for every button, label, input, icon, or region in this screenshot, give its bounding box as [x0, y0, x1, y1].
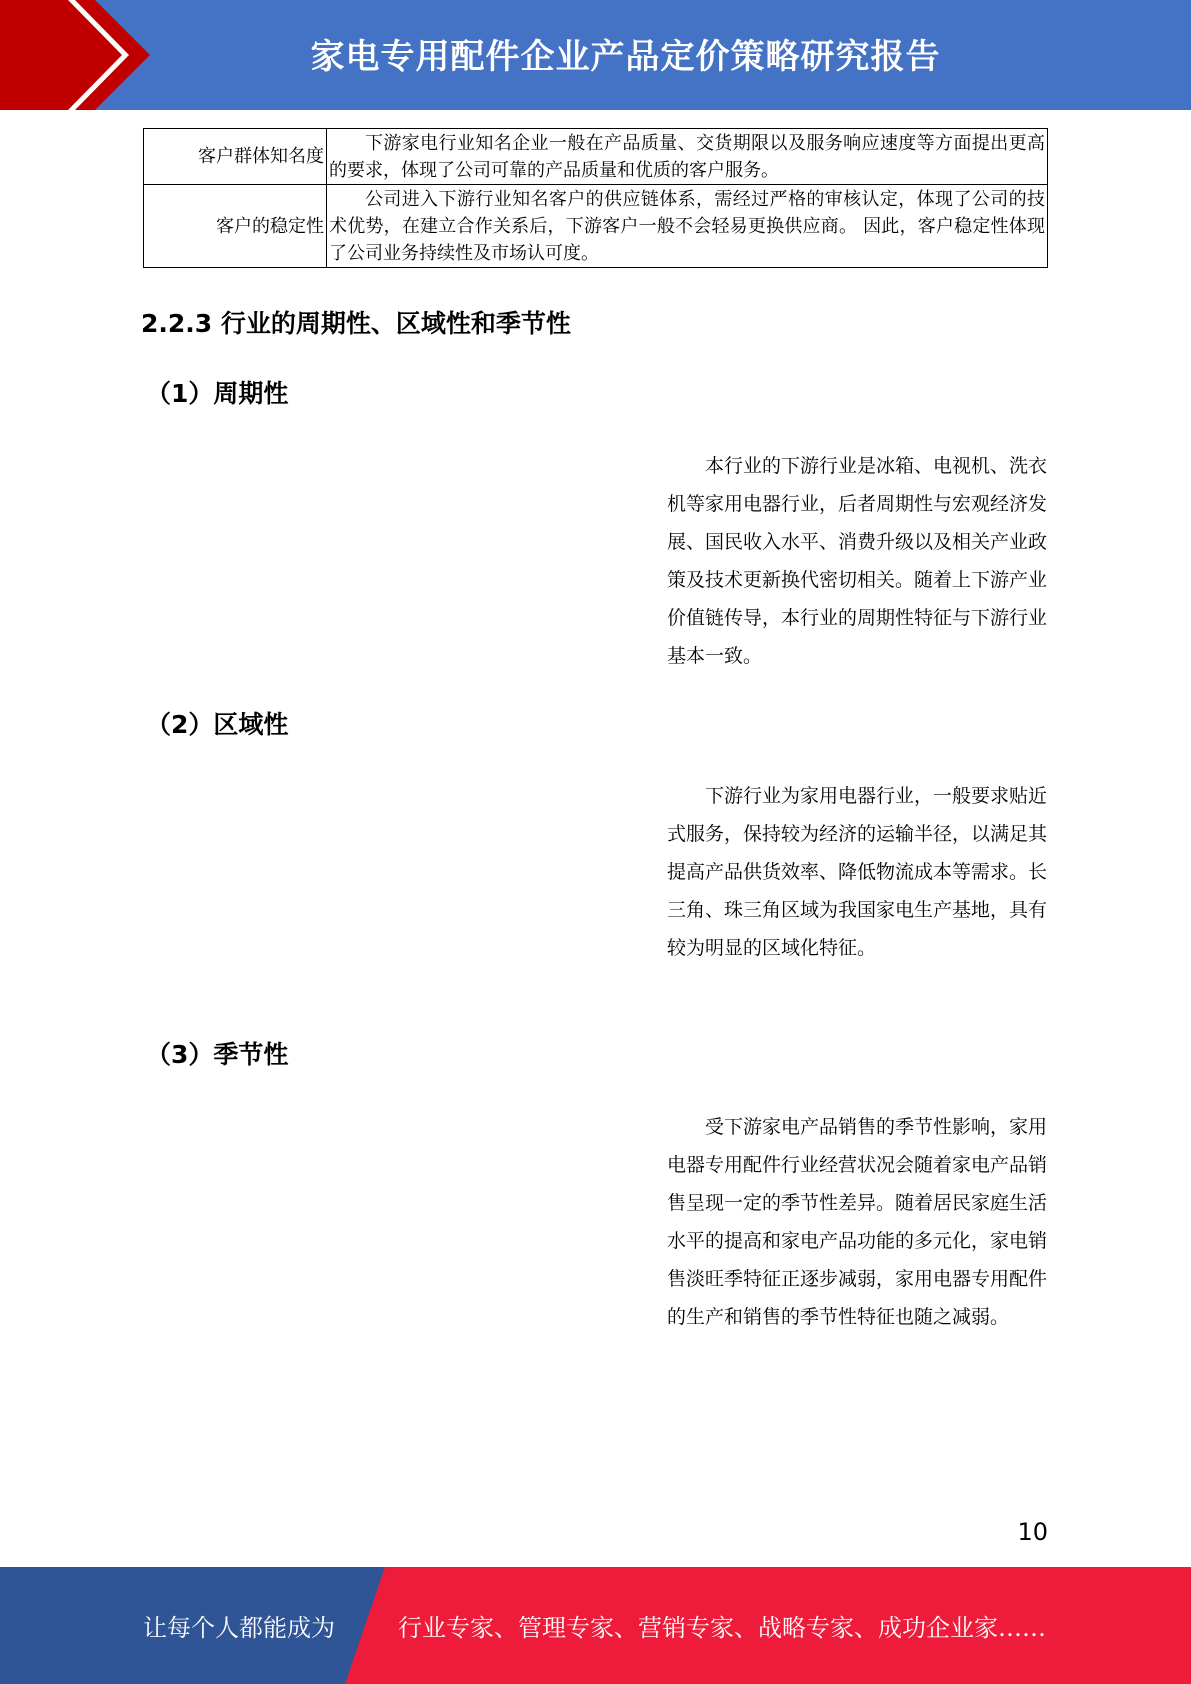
page-number: 10	[1017, 1518, 1048, 1546]
subsection-heading-cyclicality: （1）周期性	[146, 379, 289, 408]
header-banner	[0, 0, 1191, 110]
table-cell-label: 客户群体知名度	[144, 129, 327, 185]
subsection-heading-seasonality: （3）季节性	[146, 1040, 289, 1069]
table-cell-description: 下游家电行业知名企业一般在产品质量、交货期限以及服务响应速度等方面提出更高的要求，体现了公司可靠的产品质量和优质的客户服务。	[327, 129, 1048, 185]
table-row	[144, 129, 1048, 185]
customer-advantage-table	[143, 128, 1048, 268]
section-heading: 2.2.3 行业的周期性、区域性和季节性	[141, 309, 571, 338]
header-arrow-decoration	[0, 0, 150, 110]
subsection-heading-regionality: （2）区域性	[146, 710, 289, 739]
paragraph-cyclicality: 本行业的下游行业是冰箱、电视机、洗衣机等家用电器行业，后者周期性与宏观经济发展、国民收入水平、消费升级以及相关产业政策及技术更新换代密切相关。随着上下游产业价值链传导，本行业的周期性特征与下游行业基本一致。	[667, 455, 1048, 667]
footer-slogan-right: 行业专家、管理专家、营销专家、战略专家、成功企业家……	[398, 1614, 1046, 1642]
footer-banner	[0, 1567, 1191, 1684]
document-title: 家电专用配件企业产品定价策略研究报告	[310, 36, 941, 77]
table-row	[144, 185, 1048, 268]
paragraph-regionality: 下游行业为家用电器行业，一般要求贴近式服务，保持较为经济的运输半径，以满足其提高产品供货效率、降低物流成本等需求。长三角、珠三角区域为我国家电生产基地，具有较为明显的区域化特征。	[667, 785, 1048, 959]
table-cell-label: 客户的稳定性	[144, 185, 327, 268]
footer-slogan-left: 让每个人都能成为	[143, 1614, 335, 1642]
paragraph-seasonality: 受下游家电产品销售的季节性影响，家用电器专用配件行业经营状况会随着家电产品销售呈现一定的季节性差异。随着居民家庭生活水平的提高和家电产品功能的多元化，家电销售淡旺季特征正逐步减弱，家用电器专用配件的生产和销售的季节性特征也随之减弱。	[667, 1116, 1048, 1328]
table-cell-description: 公司进入下游行业知名客户的供应链体系，需经过严格的审核认定，体现了公司的技术优势，在建立合作关系后，下游客户一般不会轻易更换供应商。 因此，客户稳定性体现了公司业务持续性及市场认可度。	[327, 185, 1048, 268]
